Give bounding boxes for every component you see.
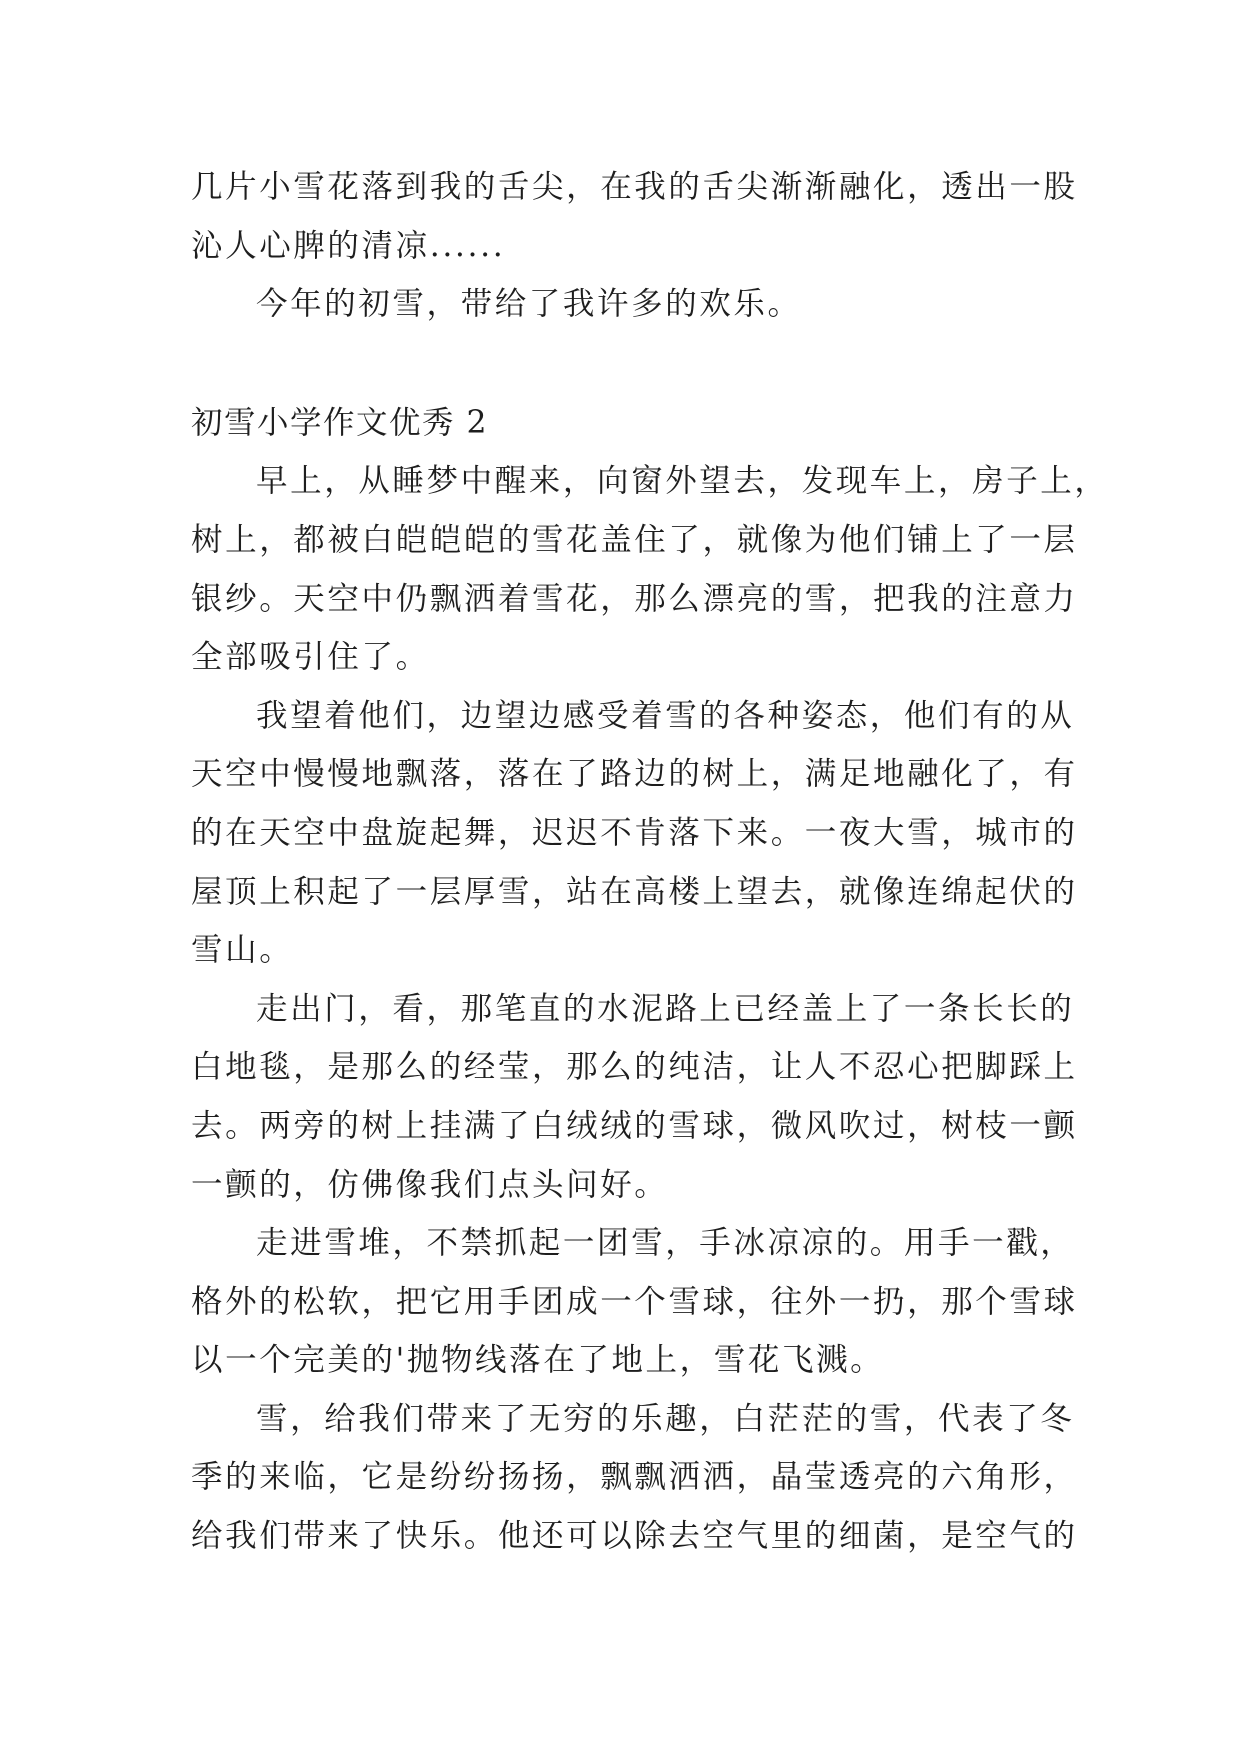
- text-line: 几片小雪花落到我的舌尖，在我的舌尖渐渐融化，透出一股: [191, 169, 1078, 205]
- document-page: [191, 158, 1109, 1566]
- text-line: 白地毯，是那么的经莹，那么的纯洁，让人不忍心把脚踩上: [191, 1049, 1078, 1086]
- text-line: 走出门，看，那笔直的水泥路上已经盖上了一条长长的: [256, 990, 1075, 1027]
- paragraph-end-of-essay-1: [191, 158, 1078, 275]
- paragraph-snowball: [191, 1214, 1078, 1390]
- text-line: 早上，从睡梦中醒来，向窗外望去，发现车上，房子上，: [256, 463, 1109, 500]
- text-line: 雪，给我们带来了无穷的乐趣，白茫茫的雪，代表了冬: [256, 1400, 1075, 1437]
- text-line: 沁人心脾的清凉......: [191, 227, 506, 264]
- section-gap: [191, 334, 1061, 394]
- text-line: 树上，都被白皑皑皑的雪花盖住了，就像为他们铺上了一层: [191, 521, 1078, 558]
- text-line: 今年的初雪，带给了我许多的欢乐。: [256, 286, 802, 323]
- text-line: 去。两旁的树上挂满了白绒绒的雪球，微风吹过，树枝一颤: [191, 1107, 1078, 1144]
- text-line: 天空中慢慢地飘落，落在了路边的树上，满足地融化了，有: [191, 756, 1078, 793]
- text-line: 我望着他们，边望边感受着雪的各种姿态，他们有的从: [256, 697, 1075, 734]
- text-line: 银纱。天空中仍飘洒着雪花，那么漂亮的雪，把我的注意力: [191, 580, 1078, 617]
- text-line: 给我们带来了快乐。他还可以除去空气里的细菌，是空气的: [191, 1518, 1078, 1555]
- text-line: 雪山。: [191, 932, 294, 969]
- text-line: 以一个完美的'抛物线落在了地上，雪花飞溅。: [191, 1342, 885, 1379]
- paragraph-morning: [191, 452, 1109, 686]
- text-line: 一颤的，仿佛像我们点头问好。: [191, 1166, 669, 1203]
- text-line: 全部吸引住了。: [191, 639, 430, 676]
- paragraph-conclusion: [191, 275, 1061, 334]
- text-line: 季的来临，它是纷纷扬扬，飘飘洒洒，晶莹透亮的六角形，: [191, 1459, 1078, 1496]
- text-line: 屋顶上积起了一层厚雪，站在高楼上望去，就像连绵起伏的: [191, 873, 1078, 910]
- paragraph-watching: [191, 687, 1078, 980]
- paragraph-joy: [191, 1390, 1078, 1566]
- text-line: 走进雪堆，不禁抓起一团雪，手冰凉凉的。用手一戳，: [256, 1225, 1075, 1262]
- text-line: 的在天空中盘旋起舞，迟迟不肯落下来。一夜大雪，城市的: [191, 814, 1078, 851]
- paragraph-walking-out: [191, 980, 1078, 1214]
- essay-title: 初雪小学作文优秀 2: [191, 404, 489, 441]
- text-line: 格外的松软，把它用手团成一个雪球，往外一扔，那个雪球: [191, 1283, 1078, 1320]
